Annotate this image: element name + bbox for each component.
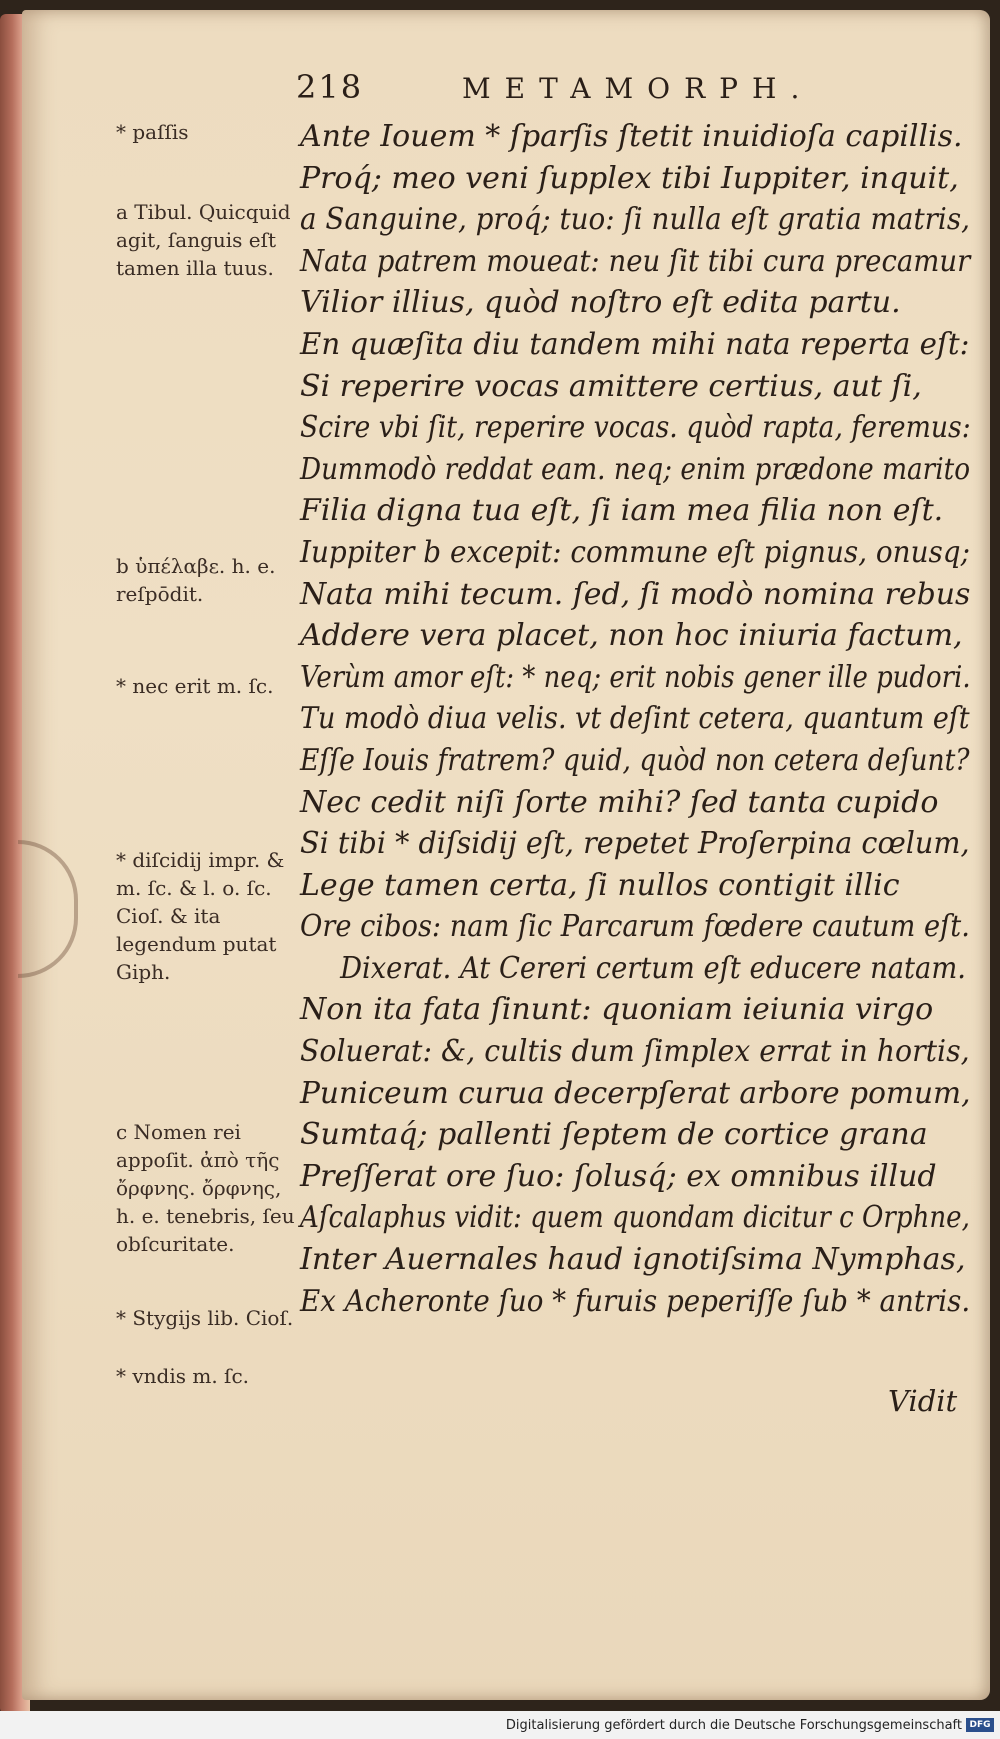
page-header xyxy=(296,68,856,108)
verse-line: Lege tamen certa, ſi nullos contigit illic xyxy=(300,867,900,903)
verse-line: Ore cibos: nam ſic Parcarum fœdere cautum eſt. xyxy=(300,909,970,945)
verse-line: a Sanguine, proq́; tuo: ſi nulla eſt gratia matris, xyxy=(300,202,970,238)
verse-line: En quæſita diu tandem mihi nata reperta eſt: xyxy=(300,326,970,362)
verse-line: Puniceum curua decerpſerat arbore pomum, xyxy=(300,1075,971,1111)
binding-ring-mark xyxy=(18,840,78,978)
dfg-logo: DFG xyxy=(966,1718,994,1732)
margin-note: * paſſis xyxy=(116,120,189,144)
margin-note: * nec erit m. ſc. xyxy=(116,674,274,698)
verse-line: Scire vbi ſit, reperire vocas. quòd rapta, feremus: xyxy=(300,410,971,446)
running-title: METAMORPH. xyxy=(462,72,814,105)
verse-line: Dixerat. At Cereri certum eſt educere natam. xyxy=(340,950,966,986)
verse-line: Addere vera placet, non hoc iniuria factum, xyxy=(300,618,963,654)
margin-note: c Nomen rei appoſit. ἀπὸ τῆς ὄρφνης. ὄρφνης, h. e. tenebris, ſeu obſcuritate. xyxy=(116,1120,295,1256)
verse-line: Proq́; meo veni ſupplex tibi Iuppiter, inquit, xyxy=(300,160,959,196)
verse-text xyxy=(300,116,970,1322)
verse-line: Verùm amor eſt: * neq; erit nobis gener ille pudori. xyxy=(300,659,971,695)
verse-line: Filia digna tua eſt, ſi iam mea filia non eſt. xyxy=(300,493,944,529)
margin-note: * vndis m. ſc. xyxy=(116,1364,249,1388)
verse-line: Nec cedit niſi ſorte mihi? ſed tanta cupido xyxy=(300,784,939,820)
verse-line: Non ita fata ſinunt: quoniam ieiunia virgo xyxy=(300,992,934,1028)
footer-credit: Digitalisierung gefördert durch die Deutsche Forschungsgemeinschaft xyxy=(505,1718,962,1733)
verse-line: Dummodò reddat eam. neq; enim prædone marito xyxy=(300,451,971,487)
catchword: Vidit xyxy=(888,1384,958,1418)
margin-note: * Stygijs lib. Cioſ. xyxy=(116,1306,294,1330)
verse-line: Inter Auernales haud ignotiſsima Nymphas, xyxy=(300,1242,966,1278)
verse-line: Tu modò diua velis. vt deſint cetera, quantum eſt xyxy=(300,701,970,737)
verse-line: Soluerat: &, cultis dum ſimplex errat in hortis, xyxy=(300,1034,970,1070)
digitization-footer xyxy=(0,1711,1000,1739)
page-number: 218 xyxy=(296,68,364,106)
verse-line: Aſcalaphus vidit: quem quondam dicitur c Orphne, xyxy=(300,1200,970,1236)
margin-note: b ὑπέλαβε. h. e. reſpōdit. xyxy=(116,554,276,606)
margin-note: a Tibul. Quicquid agit, ſanguis eſt tamen illa tuus. xyxy=(116,200,291,280)
verse-line: Si tibi * diſsidij eſt, repetet Proſerpina cœlum, xyxy=(300,826,970,862)
verse-line: Vilior illius, quòd noſtro eſt edita partu. xyxy=(300,285,901,321)
verse-line: Eſſe Iouis fratrem? quid, quòd non cetera deſunt? xyxy=(300,742,970,778)
verse-line: Si reperire vocas amittere certius, aut ſi, xyxy=(300,368,922,404)
margin-note: * diſcidij impr. & m. ſc. & l. o. ſc. Cioſ. & ita legendum putat Giph. xyxy=(116,848,285,984)
verse-line: Ante Iouem * ſparſis ſtetit inuidioſa capillis. xyxy=(300,119,963,154)
verse-line: Ex Acheronte ſuo * furuis peperiſſe ſub * antris. xyxy=(300,1283,971,1319)
verse-line: Preſſerat ore ſuo: ſolusq́; ex omnibus illud xyxy=(300,1158,937,1194)
verse-line: Iuppiter b excepit: commune eſt pignus, onusq; xyxy=(300,534,971,570)
verse-line: Nata mihi tecum. ſed, ſi modò nomina rebus xyxy=(300,576,971,612)
verse-line: Sumtaq́; pallenti ſeptem de cortice grana xyxy=(300,1117,928,1153)
verse-line: Nata patrem moueat: neu ſit tibi cura precamur xyxy=(300,243,971,279)
